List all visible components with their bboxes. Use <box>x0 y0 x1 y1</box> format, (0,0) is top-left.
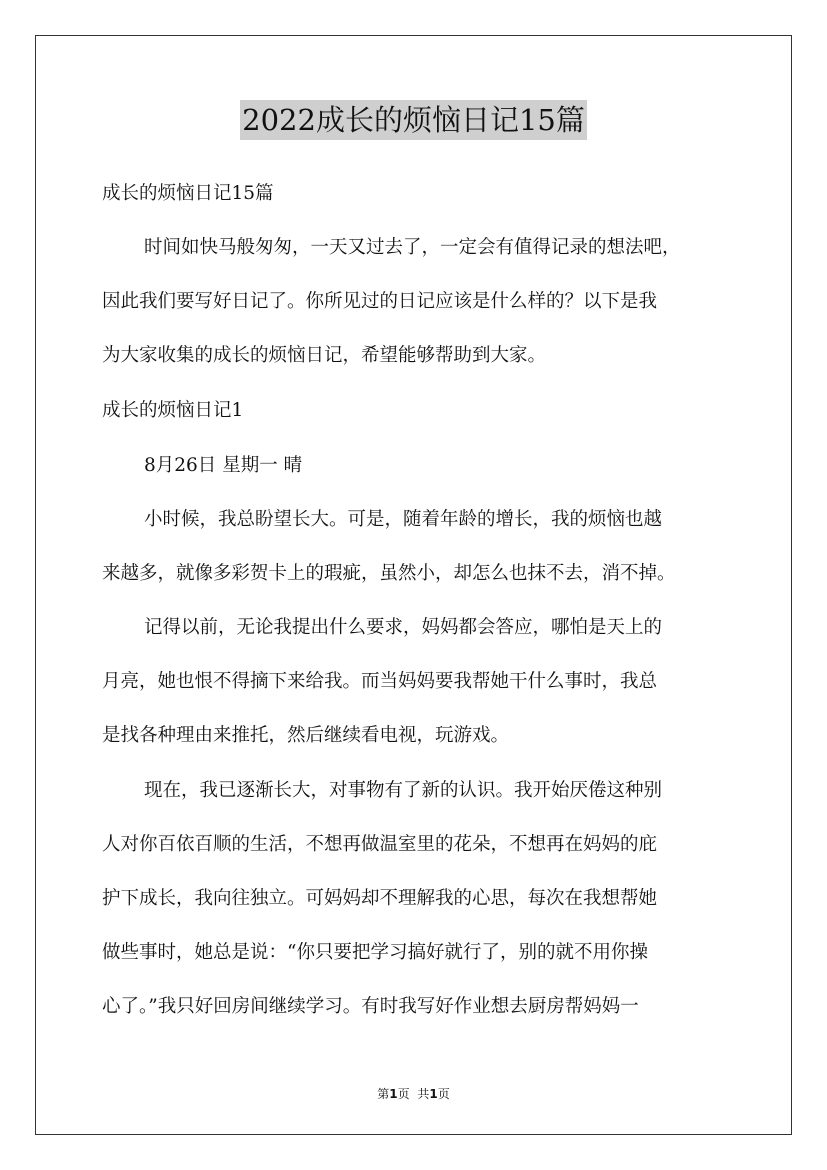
paragraph-line: 人对你百依百顺的生活，不想再做温室里的花朵，不想再在妈妈的庇 <box>102 834 658 855</box>
document-title-text: 2022成长的烦恼日记15篇 <box>240 100 587 140</box>
paragraph-line: 是找各种理由来推托，然后继续看电视，玩游戏。 <box>102 725 510 746</box>
paragraph-line: 记得以前，无论我提出什么要求，妈妈都会答应，哪怕是天上的 <box>144 617 663 638</box>
section-heading: 成长的烦恼日记1 <box>102 400 244 421</box>
paragraph-line: 护下成长，我向往独立。可妈妈却不理解我的心思，每次在我想帮她 <box>102 888 658 909</box>
paragraph-line: 因此我们要写好日记了。你所见过的日记应该是什么样的？以下是我 <box>102 291 658 312</box>
paragraph-line: 月亮，她也恨不得摘下来给我。而当妈妈要我帮她干什么事时，我总 <box>102 671 658 692</box>
total-prefix: 共 <box>417 1087 430 1101</box>
paragraph-line: 做些事时，她总是说：“你只要把学习搞好就行了，别的就不用你操 <box>102 942 648 963</box>
page-footer <box>0 1086 827 1102</box>
paragraph-line: 小时候，我总盼望长大。可是，随着年龄的增长，我的烦恼也越 <box>144 509 663 530</box>
page-suffix: 页 <box>397 1087 410 1101</box>
total-pages: 1 <box>429 1087 438 1101</box>
page-number: 1 <box>389 1087 398 1101</box>
paragraph-line: 心了。”我只好回房间继续学习。有时我写好作业想去厨房帮妈妈一 <box>102 996 639 1017</box>
total-suffix: 页 <box>437 1087 450 1101</box>
paragraph-line: 现在，我已逐渐长大，对事物有了新的认识。我开始厌倦这种别 <box>144 780 663 801</box>
paragraph-line: 为大家收集的成长的烦恼日记，希望能够帮助到大家。 <box>102 345 547 366</box>
paragraph-line: 时间如快马般匆匆，一天又过去了，一定会有值得记录的想法吧， <box>144 237 681 258</box>
paragraph-line: 来越多，就像多彩贺卡上的瑕疵，虽然小，却怎么也抹不去，消不掉。 <box>102 563 676 584</box>
document-title <box>0 100 827 140</box>
page-prefix: 第 <box>377 1087 390 1101</box>
section-heading: 成长的烦恼日记15篇 <box>102 183 274 204</box>
diary-date-line: 8月26日 星期一 晴 <box>144 455 303 476</box>
